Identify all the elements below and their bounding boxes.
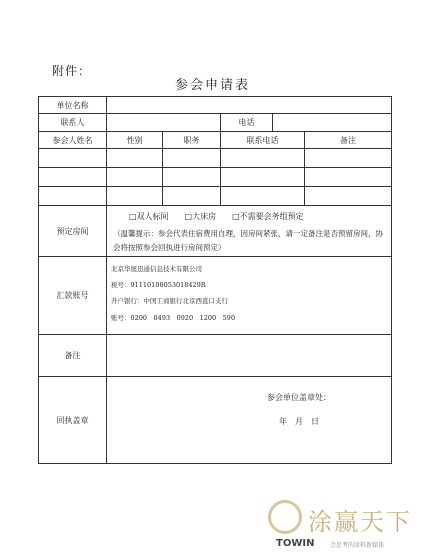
- attendee-position-cell[interactable]: [163, 187, 221, 205]
- room-note: （温馨提示：参会代表住宿费用自理，因房间紧张，请一定备注是否预留房间，协会将按照参会回执进行房间预定）: [113, 229, 383, 252]
- receipt-content[interactable]: [107, 377, 391, 463]
- attendee-gender-cell[interactable]: [107, 168, 163, 186]
- watermark-tagline: 会思考的涂料新媒体: [330, 542, 385, 549]
- attendee-remarks-cell[interactable]: [305, 187, 391, 205]
- remarks-field[interactable]: [107, 335, 391, 376]
- bank-account: 账号：0200 0493 0920 1200 590: [111, 314, 236, 322]
- attendee-phone-cell[interactable]: [221, 187, 305, 205]
- remarks-label: 备注: [39, 335, 107, 376]
- attendee-position-cell[interactable]: [163, 168, 221, 186]
- attendee-row: [39, 187, 391, 206]
- form-title: 参会申请表: [174, 78, 250, 93]
- header-phone: 联系电话: [221, 132, 305, 148]
- bank-content: [107, 257, 391, 334]
- contact-row: [39, 114, 391, 132]
- watermark-chinese: 涂赢天下: [308, 508, 412, 536]
- attendee-header-row: [39, 132, 391, 149]
- watermark-logo: [268, 500, 418, 550]
- attendee-name-cell[interactable]: [39, 149, 107, 167]
- attendee-name-cell[interactable]: [39, 168, 107, 186]
- receipt-label: 回执盖章: [39, 377, 107, 463]
- header-gender: 性别: [107, 132, 163, 148]
- header-position: 职务: [163, 132, 221, 148]
- unit-name-label: 单位名称: [39, 97, 107, 113]
- attendee-phone-cell[interactable]: [221, 149, 305, 167]
- bank-tax-id: 税号：91110108053018429R: [111, 281, 206, 289]
- room-row: [39, 206, 391, 257]
- bank-name: 开户银行：中国工商银行北京西直口支行: [111, 297, 228, 305]
- attendee-gender-cell[interactable]: [107, 149, 163, 167]
- unit-name-row: [39, 97, 391, 114]
- header-attendee-name: 参会人姓名: [39, 132, 107, 148]
- remarks-row: [39, 335, 391, 377]
- attendee-remarks-cell[interactable]: [305, 149, 391, 167]
- bank-label: 汇款账号: [39, 257, 107, 334]
- watermark-brand: TOWIN: [276, 538, 315, 549]
- attendee-remarks-cell[interactable]: [305, 168, 391, 186]
- application-form: [38, 96, 392, 464]
- receipt-row: [39, 377, 391, 463]
- bank-company: 北京华展迅通信息技术有限公司: [111, 265, 202, 273]
- logo-circle-icon: [268, 500, 302, 534]
- stamp-date: 年 月 日: [279, 417, 319, 426]
- attendee-row: [39, 149, 391, 168]
- room-label: 预定房间: [39, 206, 107, 256]
- header-remarks: 备注: [340, 135, 356, 145]
- room-options[interactable]: □双人标间 □大床房 □不需要会务组预定: [129, 212, 304, 221]
- phone-field[interactable]: [273, 114, 391, 131]
- attendee-row: [39, 168, 391, 187]
- unit-name-field[interactable]: [107, 97, 391, 113]
- contact-field[interactable]: [107, 114, 221, 131]
- stamp-location: 参会单位盖章处：: [267, 393, 331, 402]
- room-content: [107, 206, 391, 256]
- attendee-phone-cell[interactable]: [221, 168, 305, 186]
- attendee-position-cell[interactable]: [163, 149, 221, 167]
- attachment-label: 附件：: [52, 64, 92, 78]
- phone-label: 电话: [221, 114, 273, 131]
- attendee-name-cell[interactable]: [39, 187, 107, 205]
- bank-row: [39, 257, 391, 335]
- attendee-gender-cell[interactable]: [107, 187, 163, 205]
- contact-label: 联系人: [39, 114, 107, 131]
